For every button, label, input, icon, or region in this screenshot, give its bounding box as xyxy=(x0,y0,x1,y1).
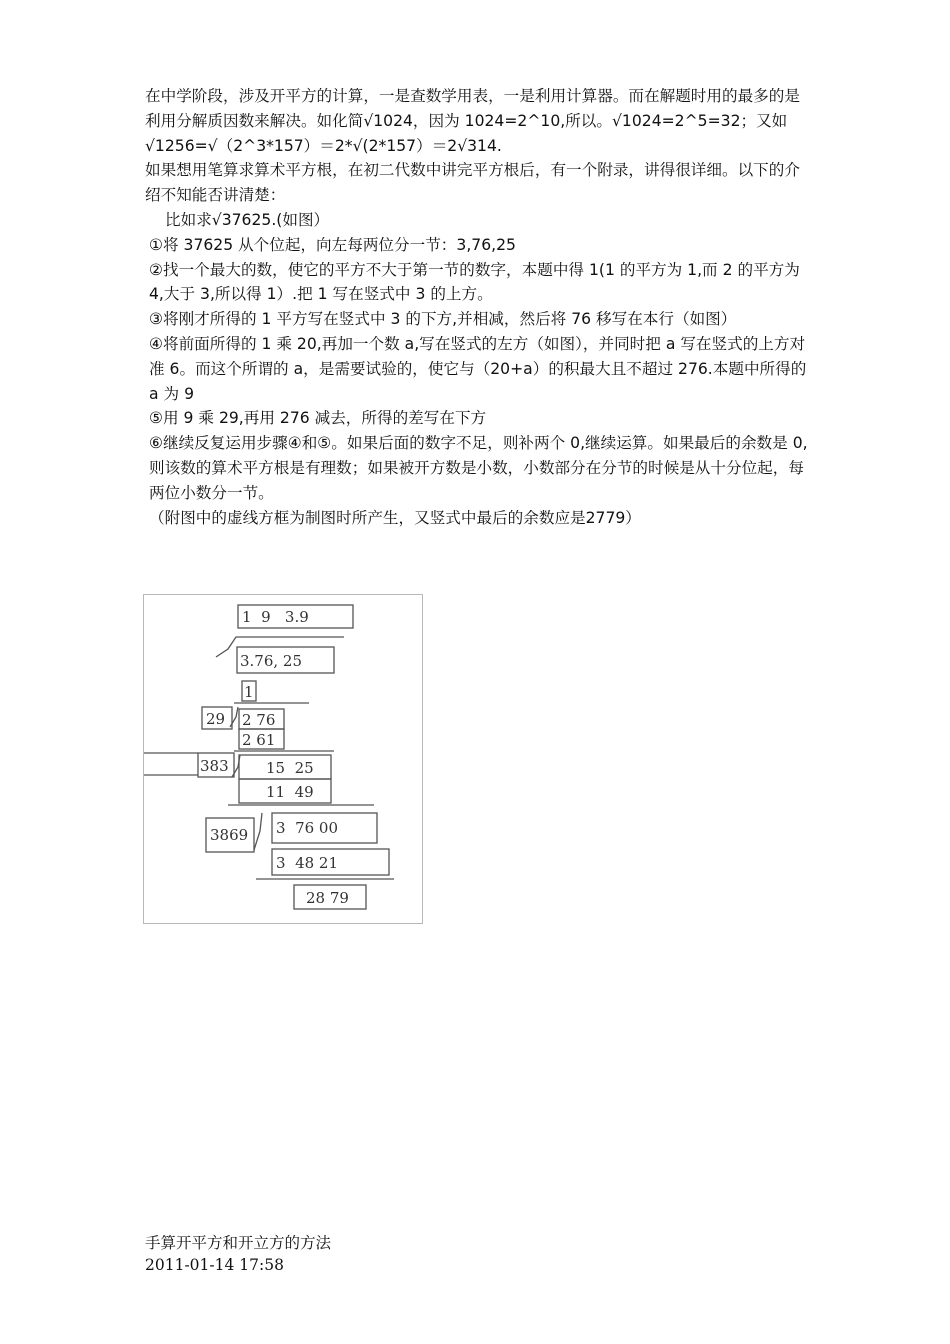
article-body xyxy=(145,84,810,530)
step3-sub-text: 11 49 xyxy=(266,783,314,801)
step4-rem-text: 3 76 00 xyxy=(276,819,339,837)
step2-rem-text: 2 76 xyxy=(242,711,276,729)
paragraph-step-4: ④将前面所得的 1 乘 20,再加一个数 a,写在竖式的左方（如图），并同时把 a 写在竖式的上方对准 6。而这个所谓的 a，是需要试验的，使它与（20+a）的积最大且不超过 276.本题中所得的 a 为 9 xyxy=(149,334,807,403)
radicand-text: 3.76, 25 xyxy=(240,652,303,670)
paragraph-step-6: ⑥继续反复运用步骤④和⑤。如果后面的数字不足，则补两个 0,继续运算。如果最后的余数是 0,则该数的算术平方根是有理数；如果被开方数是小数，小数部分在分节的时候是从十分位起，每两位小数分一节。 xyxy=(149,434,808,502)
step3-rem-text: 15 25 xyxy=(266,759,314,777)
long-division-diagram xyxy=(144,595,422,923)
quotient-text: 1 9 3.9 xyxy=(242,608,309,626)
paragraph-example: 比如求√37625.(如图） xyxy=(165,210,330,229)
paragraph-step-3: ③将刚才所得的 1 平方写在竖式中 3 的下方,并相减，然后将 76 移写在本行（如图） xyxy=(149,310,737,329)
paragraph-note: （附图中的虚线方框为制图时所产生，又竖式中最后的余数应是2779） xyxy=(149,508,641,527)
divisor3-text: 3869 xyxy=(210,826,249,844)
paragraph-step-1: ①将 37625 从个位起，向左每两位分一节：3,76,25 xyxy=(149,235,516,254)
footer-title: 手算开平方和开立方的方法 xyxy=(145,1234,332,1252)
long-division-figure xyxy=(143,594,423,924)
footer xyxy=(145,1232,331,1276)
paragraph-method: 如果想用笔算求算术平方根，在初二代数中讲完平方根后，有一个附录，讲得很详细。以下的介绍不知能否讲清楚： xyxy=(145,161,800,205)
divisor2-text: 383 xyxy=(200,757,229,775)
step1-sub-text: 1 xyxy=(244,683,254,701)
paragraph-step-5: ⑤用 9 乘 29,再用 276 减去，所得的差写在下方 xyxy=(149,409,487,428)
remainder-text: 28 79 xyxy=(306,889,349,907)
paragraph-step-2: ②找一个最大的数，使它的平方不大于第一节的数字，本题中得 1(1 的平方为 1,而 2 的平方为 4,大于 3,所以得 1）.把 1 写在竖式中 3 的上方。 xyxy=(149,260,800,304)
step4-sub-text: 3 48 21 xyxy=(276,854,339,872)
paragraph-intro: 在中学阶段，涉及开平方的计算，一是查数学用表，一是利用计算器。而在解题时用的最多的是利用分解质因数来解决。如化简√1024，因为 1024=2^10,所以。√1024=2^5=32；又如√1256=√（2^3*157）＝2*√(2*157）＝2√314. xyxy=(145,87,800,155)
footer-datetime: 2011-01-14 17:58 xyxy=(145,1256,284,1274)
divisor1-text: 29 xyxy=(206,710,226,728)
step2-sub-text: 2 61 xyxy=(242,731,276,749)
